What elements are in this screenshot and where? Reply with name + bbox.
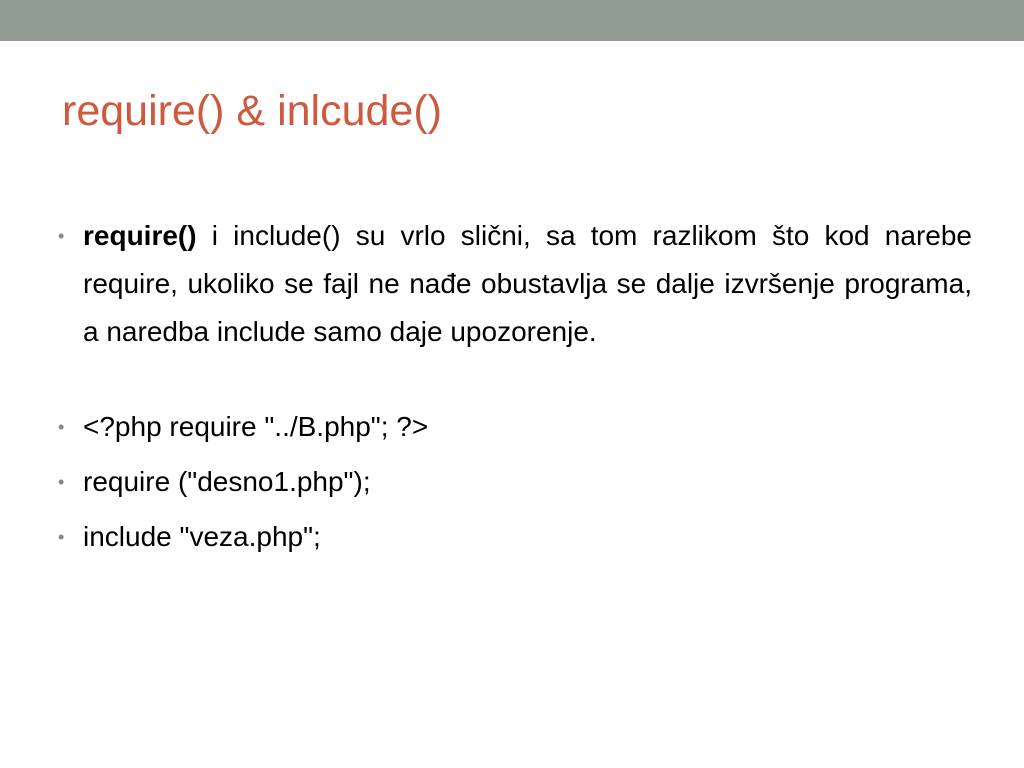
bullet-item-php-require <box>58 403 972 451</box>
bullet-dot-icon: • <box>58 527 65 547</box>
top-accent-bar <box>0 0 1024 41</box>
bullet-text: require ("desno1.php"); <box>83 466 371 497</box>
bullet-dot-icon: • <box>58 226 65 246</box>
bullet-text: include "veza.php"; <box>83 521 321 552</box>
bullet-dot-icon: • <box>58 417 65 437</box>
bullet-item-include-example <box>58 513 972 561</box>
bullet-text: <?php require "../B.php"; ?> <box>83 411 429 442</box>
bullet-bold-term: require() <box>83 220 197 251</box>
bullet-item-require-description <box>58 212 972 356</box>
slide-title: require() & inlcude() <box>62 87 442 135</box>
bullet-list <box>58 212 972 561</box>
bullet-text: i include() su vrlo slični, sa tom razlikom što kod narebe require, ukoliko se fajl ne nađe obustavlja se dalje izvršenje programa, a naredba include samo daje upozorenje. <box>83 220 972 347</box>
bullet-dot-icon: • <box>58 472 65 492</box>
bullet-item-require-example <box>58 458 972 506</box>
